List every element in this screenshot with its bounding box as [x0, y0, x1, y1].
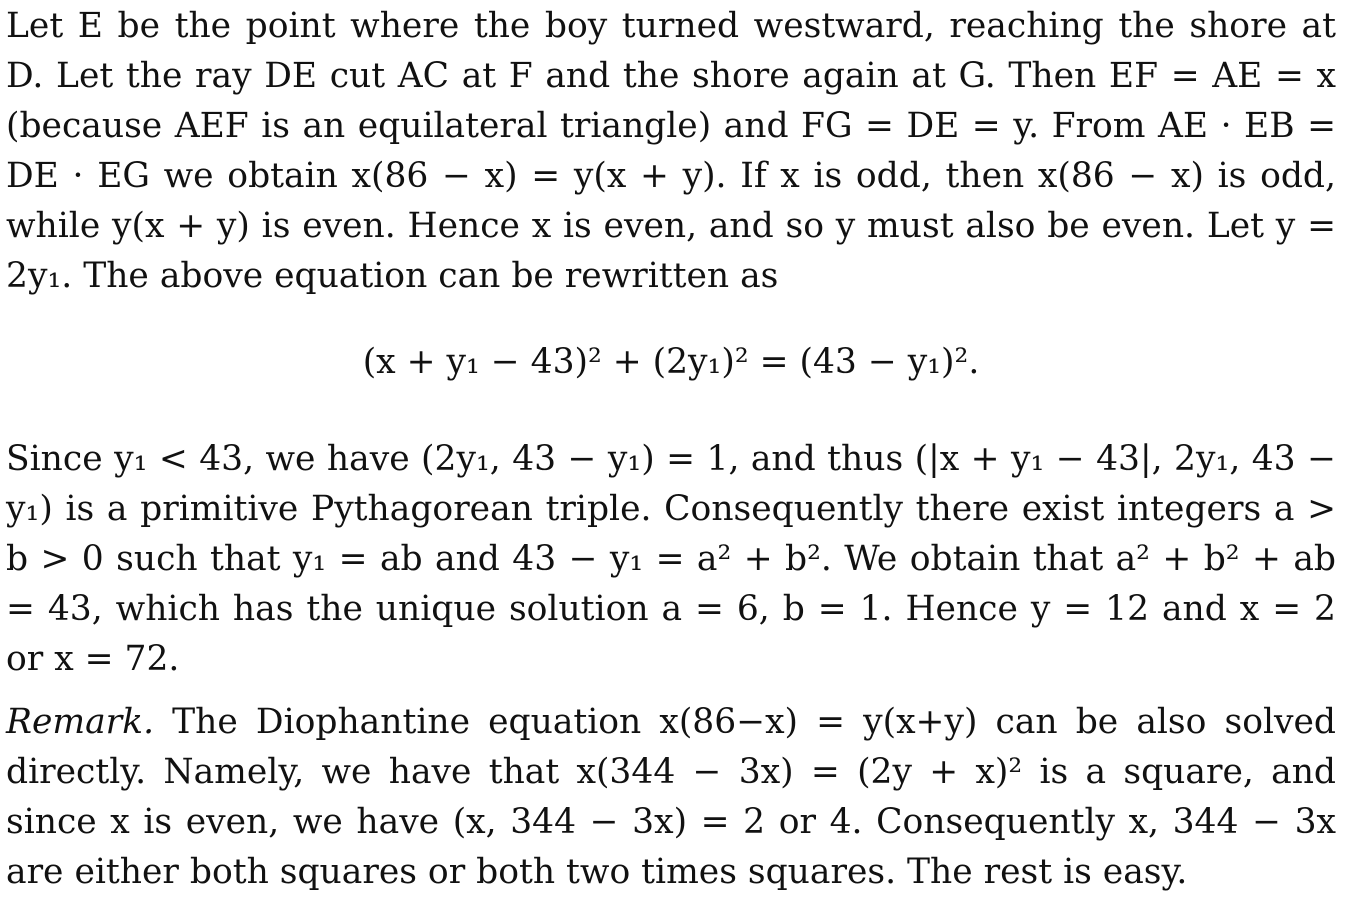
display-equation: (x + y₁ − 43)² + (2y₁)² = (43 − y₁)².: [362, 342, 980, 382]
remark-label: Remark.: [6, 702, 155, 742]
paragraph-pythagorean: Since y₁ < 43, we have (2y₁, 43 − y₁) = 1, and thus (|x + y₁ − 43|, 2y₁, 43 − y₁) is a primitive Pythagorean triple. Consequently there exist integers a > b > 0 such that y₁ = ab and 43 − y₁ = a² + b². We obtain that a² + b² + ab = 43, which has the unique solution a = 6, b = 1. Hence y = 12 and x = 2 or x = 72.: [6, 439, 1336, 679]
remark-paragraph: [6, 697, 1336, 897]
paragraph-setup: Let E be the point where the boy turned westward, reaching the shore at D. Let the ray DE cut AC at F and the shore again at G. Then EF = AE = x (because AEF is an equilateral triangle) and FG = DE = y. From AE · EB = DE · EG we obtain x(86 − x) = y(x + y). If x is odd, then x(86 − x) is odd, while y(x + y) is even. Hence x is even, and so y must also be even. Let y = 2y₁. The above equation can be rewritten as: [6, 6, 1336, 296]
remark-text: The Diophantine equation x(86−x) = y(x+y) can be also solved directly. Namely, we have that x(344 − 3x) = (2y + x)² is a square, and since x is even, we have (x, 344 − 3x) = 2 or 4. Consequently x, 344 − 3x are either both squares or both two times squares. The rest is easy.: [6, 702, 1336, 892]
